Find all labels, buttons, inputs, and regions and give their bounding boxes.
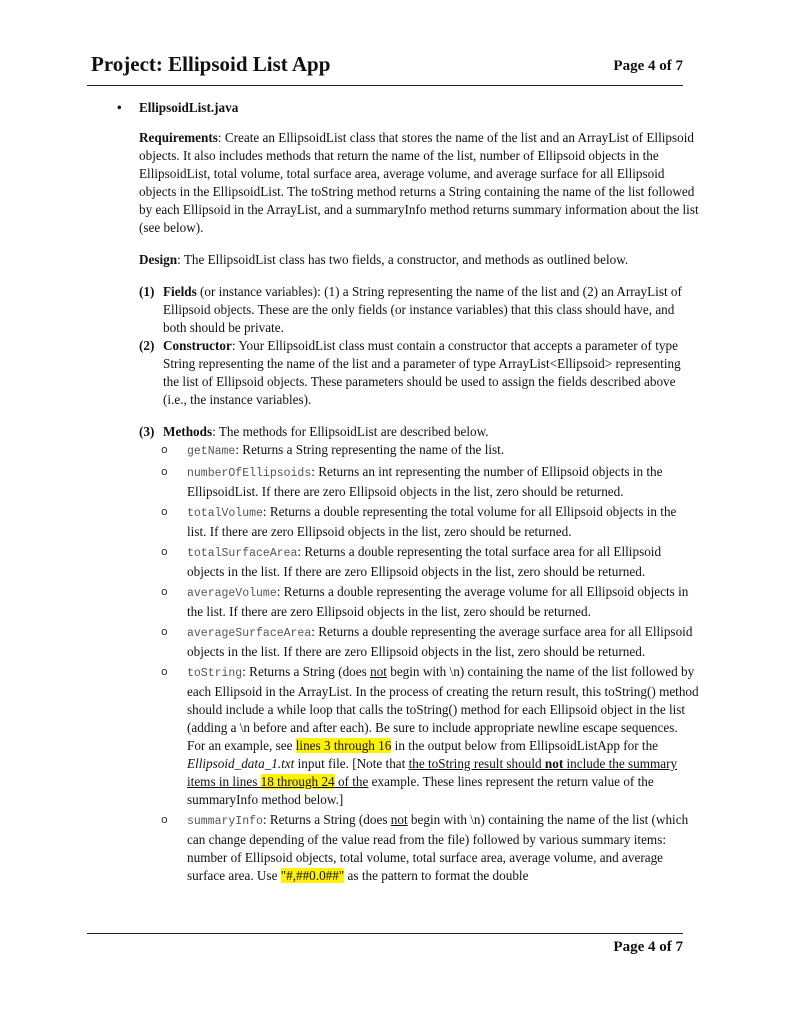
bullet-icon: • xyxy=(117,100,122,115)
footer-page-number: Page 4 of 7 xyxy=(613,939,683,955)
method-averagesurfacearea: o averageSurfaceArea: Returns a double representing the average surface area for all Ellipsoid objects in the list. If there are zero Ellipsoid objects in the list, zero should be returned. xyxy=(161,624,693,659)
circle-bullet-icon: o xyxy=(161,545,168,558)
circle-bullet-icon: o xyxy=(161,665,168,678)
requirements-paragraph: Requirements: Create an EllipsoidList class that stores the name of the list and an ArrayList of Ellipsoid objects. It also includes methods that return the name of the list, number of Ellipsoid objects in the EllipsoidList, total volume, total surface area, average volume, and average surface for all Ellipsoid objects in the EllipsoidList. The toString method returns a String containing the name of the list followed by each Ellipsoid in the ArrayList, and a summaryInfo method returns summary information about the list (see below). xyxy=(139,130,699,235)
constructor-item: (2) Constructor: Your EllipsoidList class must contain a constructor that accepts a parameter of type String representing the name of the list and a parameter of type ArrayList<Ellipsoid> representing the list of Ellipsoid objects. These parameters should be used to assign the fields described above (i.e., the instance variables). xyxy=(139,338,681,407)
method-getname: o getName: Returns a String representing the name of the list. xyxy=(161,442,505,458)
footer-rule xyxy=(87,933,683,934)
circle-bullet-icon: o xyxy=(161,505,168,518)
fields-item: (1) Fields (or instance variables): (1) a String representing the name of the list and (2) an ArrayList of Ellipsoid objects. These are the only fields (or instance variables) that this class should have, and both should be private. xyxy=(139,284,682,335)
header-page-number: Page 4 of 7 xyxy=(613,58,683,74)
circle-bullet-icon: o xyxy=(161,465,168,478)
design-paragraph: Design: The EllipsoidList class has two fields, a constructor, and methods as outlined below. xyxy=(139,252,629,267)
method-totalvolume: o totalVolume: Returns a double representing the total volume for all Ellipsoid objects in the list. If there are zero Ellipsoid objects in the list, zero should be returned. xyxy=(161,504,677,539)
header-title: Project: Ellipsoid List App xyxy=(91,52,331,76)
header-rule xyxy=(87,85,683,86)
circle-bullet-icon: o xyxy=(161,625,168,638)
method-numberofellipsoids: o numberOfEllipsoids: Returns an int representing the number of Ellipsoid objects in the EllipsoidList. If there are zero Ellipsoid objects in the list, zero should be returned. xyxy=(161,464,663,499)
method-totalsurfacearea: o totalSurfaceArea: Returns a double representing the total surface area for all Ellipsoid objects in the list. If there are zero Ellipsoid objects in the list, zero should be returned. xyxy=(161,544,662,579)
methods-item: (3) Methods: The methods for EllipsoidList are described below. xyxy=(139,424,489,439)
circle-bullet-icon: o xyxy=(161,443,168,456)
circle-bullet-icon: o xyxy=(161,813,168,826)
spacer xyxy=(139,409,699,423)
method-averagevolume: o averageVolume: Returns a double representing the average volume for all Ellipsoid objects in the list. If there are zero Ellipsoid objects in the list, zero should be returned. xyxy=(161,584,689,619)
highlight-lines-18-24: 18 through 24 xyxy=(260,774,335,789)
method-tostring: o toString: Returns a String (does not begin with \n) containing the name of the list followed by each Ellipsoid in the ArrayList. In the process of creating the return result, this toString() method should include a while loop that calls the toString() method for each Ellipsoid object in the list (adding a \n before and after each). Be sure to include appropriate newline escape sequences. For an example, see lines 3 through 16 in the output below from EllipsoidListApp for the Ellipsoid_data_1.txt input file. [Note that the toString result should not include the summary items in lines 18 through 24 of the example. These lines represent the return value of the summaryInfo method below.] xyxy=(161,664,699,807)
page-content xyxy=(117,99,699,887)
highlight-format-pattern: "#,##0.0##" xyxy=(280,868,345,883)
circle-bullet-icon: o xyxy=(161,585,168,598)
highlight-lines-3-16: lines 3 through 16 xyxy=(295,738,392,753)
file-name: EllipsoidList.java xyxy=(139,100,239,115)
method-summaryinfo: o summaryInfo: Returns a String (does not begin with \n) containing the name of the list (which can change depending of the value read from the file) followed by various summary items: number of Ellipsoid objects, total volume, total surface area, average volume, and average surface area. Use "#,##0.0##" as the pattern to format the double xyxy=(161,812,689,883)
section-heading xyxy=(117,99,699,117)
methods-list xyxy=(139,441,699,885)
